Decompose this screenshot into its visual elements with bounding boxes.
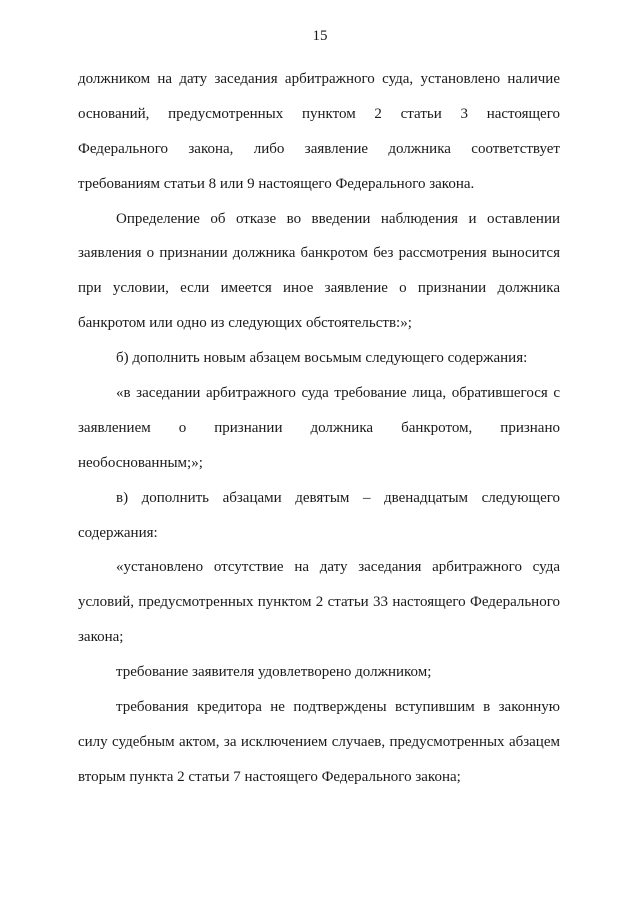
paragraph — [78, 62, 560, 202]
text-line: закона; — [78, 629, 124, 646]
paragraph — [78, 376, 560, 481]
text-line: силу судебным актом, за исключением случаев, предусмотренных абзацем — [78, 733, 560, 750]
body-text — [78, 62, 560, 795]
text-line: должником на дату заседания арбитражного суда, установлено наличие — [78, 71, 560, 87]
text-line: требование заявителя удовлетворено должником; — [116, 664, 432, 681]
text-line: заявления о признании должника банкротом без рассмотрения выносится — [78, 245, 560, 262]
text-line: «установлено отсутствие на дату заседания арбитражного суда — [116, 559, 560, 576]
paragraph — [78, 481, 560, 551]
text-line: Федерального закона, либо заявление должника соответствует — [78, 140, 560, 157]
text-line: Определение об отказе во введении наблюдения и оставлении — [116, 210, 560, 227]
text-line: б) дополнить новым абзацем восьмым следующего содержания: — [116, 350, 528, 367]
text-line: требования кредитора не подтверждены вступившим в законную — [116, 699, 560, 716]
text-line: необоснованным;»; — [78, 454, 203, 471]
text-line: вторым пункта 2 статьи 7 настоящего Федерального закона; — [78, 768, 461, 785]
paragraph — [78, 341, 560, 376]
text-line: условий, предусмотренных пунктом 2 статьи 33 настоящего Федерального — [78, 594, 560, 611]
text-line: при условии, если имеется иное заявление о признании должника — [78, 280, 560, 297]
paragraph — [78, 655, 560, 690]
paragraph — [78, 550, 560, 655]
paragraph — [78, 202, 560, 342]
text-line: содержания: — [78, 524, 158, 541]
paragraph — [78, 690, 560, 795]
text-line: «в заседании арбитражного суда требование лица, обратившегося с — [116, 385, 560, 402]
text-line: оснований, предусмотренных пунктом 2 статьи 3 настоящего — [78, 105, 560, 122]
text-line: требованиям статьи 8 или 9 настоящего Федерального закона. — [78, 175, 475, 192]
text-line: в) дополнить абзацами девятым – двенадцатым следующего — [116, 489, 560, 506]
text-line: банкротом или одно из следующих обстоятельств:»; — [78, 315, 412, 332]
page-number: 15 — [312, 28, 328, 44]
text-line: заявлением о признании должника банкротом, признано — [78, 419, 560, 436]
